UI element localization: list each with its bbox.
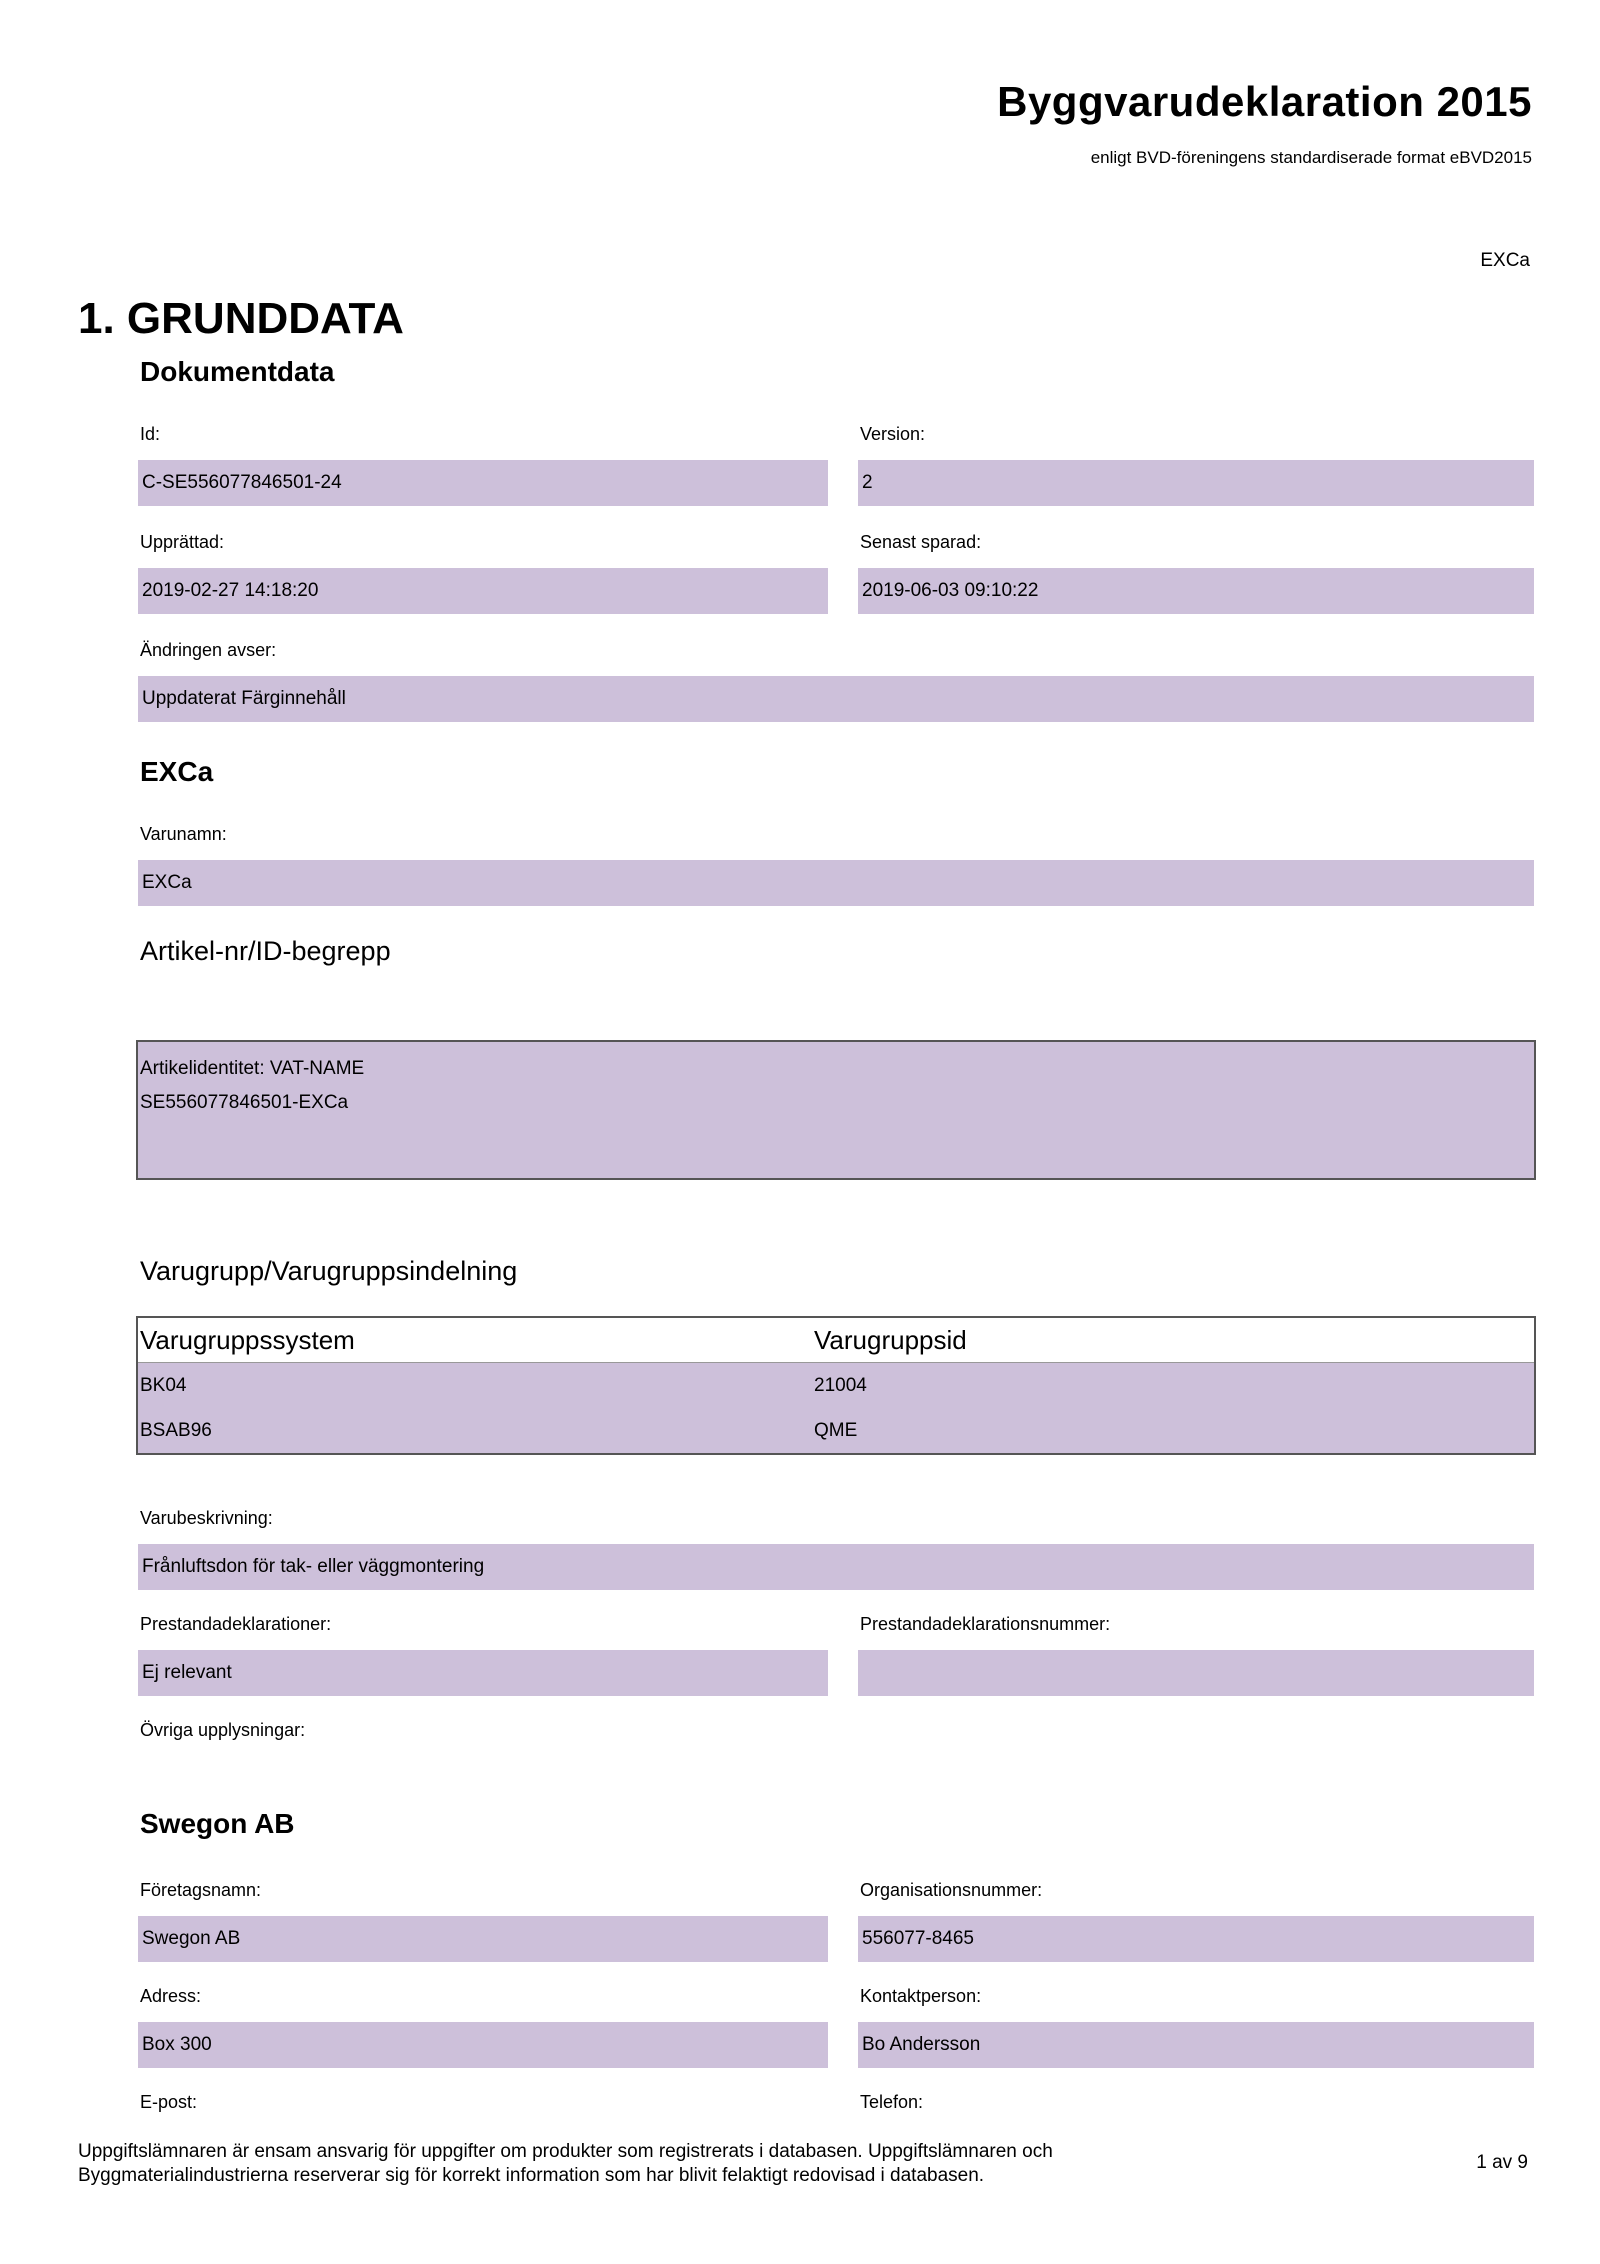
- company-name-field: Swegon AB: [138, 1916, 828, 1962]
- page-number: 1 av 9: [1476, 2152, 1528, 2173]
- dokumentdata-heading: Dokumentdata: [140, 356, 335, 387]
- org-number-label: Organisationsnummer:: [860, 1880, 1043, 1900]
- other-info-label: Övriga upplysningar:: [140, 1720, 306, 1740]
- address-field: Box 300: [138, 2022, 828, 2068]
- table-cell: BK04: [137, 1363, 812, 1409]
- table-header-row: [137, 1317, 1535, 1363]
- table-cell: BSAB96: [137, 1408, 812, 1454]
- document-subtitle: enligt BVD-föreningens standardiserade format eBVD2015: [1090, 148, 1532, 167]
- footer-line: Uppgiftslämnaren är ensam ansvarig för uppgifter om produkter som registrerats i databasen. Uppgiftslämnaren och: [78, 2141, 1053, 2162]
- id-field: C-SE556077846501-24: [138, 460, 828, 506]
- saved-label: Senast sparad:: [860, 532, 982, 552]
- article-id-box: [136, 1040, 1536, 1180]
- description-field: Frånluftsdon för tak- eller väggmontering: [138, 1544, 1534, 1590]
- performance-number-label: Prestandadeklarationsnummer:: [860, 1614, 1111, 1634]
- product-name-label: Varunamn:: [140, 824, 227, 844]
- performance-number-field: [858, 1650, 1534, 1696]
- product-group-heading: Varugrupp/Varugruppsindelning: [140, 1256, 518, 1286]
- contact-field: Bo Andersson: [858, 2022, 1534, 2068]
- table-cell: QME: [812, 1408, 1535, 1454]
- saved-field: 2019-06-03 09:10:22: [858, 568, 1534, 614]
- footer-disclaimer: [78, 2140, 1278, 2188]
- created-label: Upprättad:: [140, 532, 225, 552]
- product-code: EXCa: [1480, 250, 1530, 271]
- product-heading: EXCa: [140, 756, 214, 787]
- performance-field: Ej relevant: [138, 1650, 828, 1696]
- section-title: 1. GRUNDDATA: [78, 294, 404, 343]
- column-header: Varugruppsid: [812, 1317, 1535, 1363]
- product-name-field: EXCa: [138, 860, 1534, 906]
- company-name-label: Företagsnamn:: [140, 1880, 262, 1900]
- id-label: Id:: [140, 424, 161, 444]
- version-field: 2: [858, 460, 1534, 506]
- product-group-table: [136, 1316, 1536, 1455]
- column-header: Varugruppssystem: [137, 1317, 812, 1363]
- article-id-value: SE556077846501-EXCa: [140, 1092, 349, 1113]
- address-label: Adress:: [140, 1986, 202, 2006]
- contact-label: Kontaktperson:: [860, 1986, 982, 2006]
- company-heading: Swegon AB: [140, 1808, 295, 1839]
- table-cell: 21004: [812, 1363, 1535, 1409]
- article-heading: Artikel-nr/ID-begrepp: [140, 936, 391, 966]
- version-label: Version:: [860, 424, 926, 444]
- change-label: Ändringen avser:: [140, 640, 277, 660]
- description-label: Varubeskrivning:: [140, 1508, 273, 1528]
- footer-line: Byggmaterialindustrierna reserverar sig för korrekt information som har blivit felaktigt redovisad i databasen.: [78, 2165, 985, 2186]
- table-row: [137, 1408, 1535, 1454]
- org-number-field: 556077-8465: [858, 1916, 1534, 1962]
- email-label: E-post:: [140, 2092, 198, 2112]
- document-title: Byggvarudeklaration 2015: [997, 78, 1532, 125]
- article-id-line: Artikelidentitet: VAT-NAME: [140, 1058, 365, 1079]
- table-row: [137, 1363, 1535, 1409]
- change-field: Uppdaterat Färginnehåll: [138, 676, 1534, 722]
- performance-label: Prestandadeklarationer:: [140, 1614, 332, 1634]
- created-field: 2019-02-27 14:18:20: [138, 568, 828, 614]
- phone-label: Telefon:: [860, 2092, 924, 2112]
